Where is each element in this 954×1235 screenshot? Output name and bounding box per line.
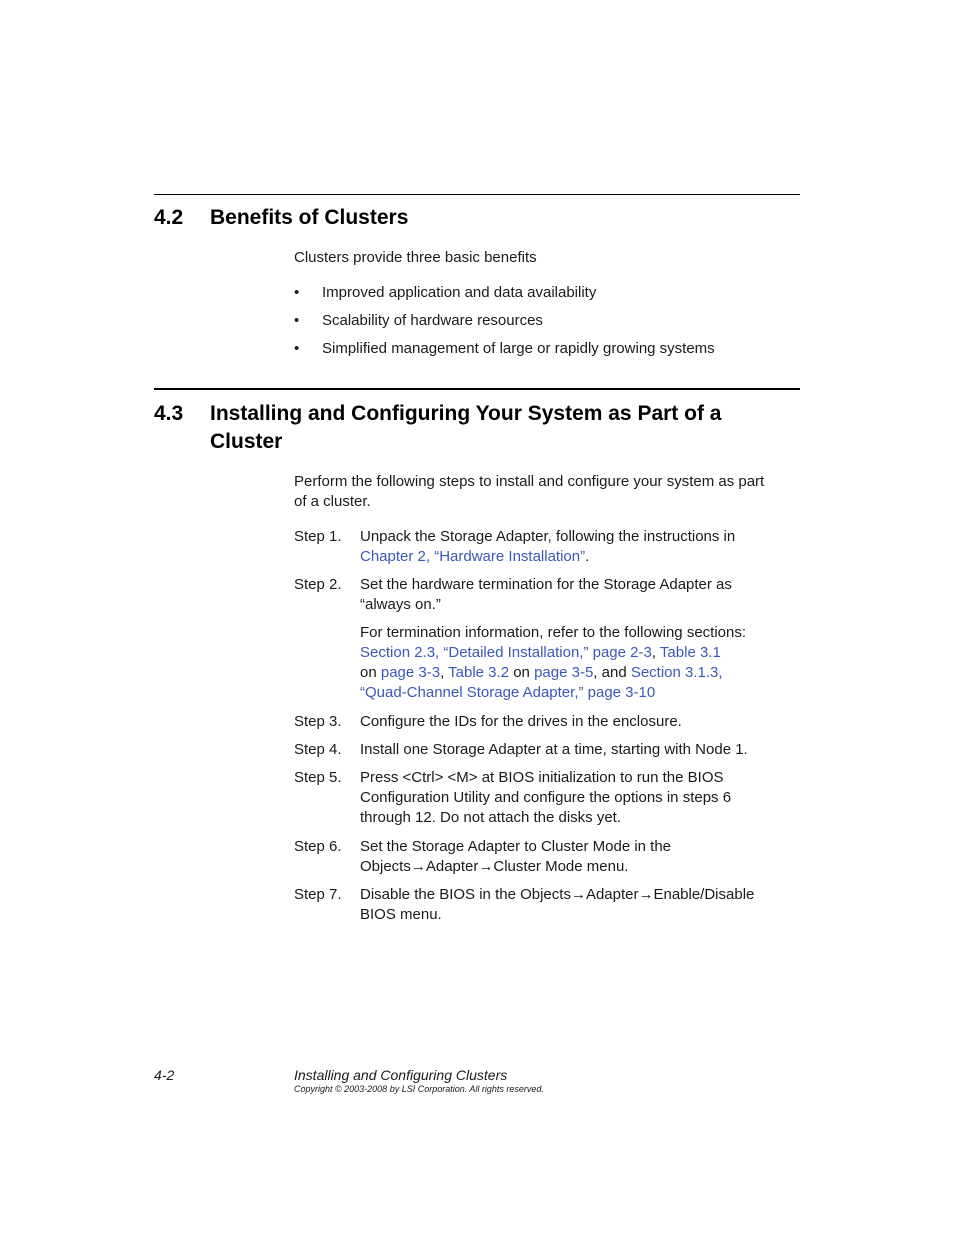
section-title: Benefits of Clusters xyxy=(210,206,409,229)
paragraph-intro-4-3 xyxy=(294,472,800,512)
step-label: Step 3. xyxy=(294,713,342,730)
bullet-text: Improved application and data availability xyxy=(322,284,597,301)
section-2-3-link[interactable]: Section 2.3, “Detailed Installation,” page 2-3 xyxy=(360,644,652,661)
punctuation: . xyxy=(585,548,590,565)
section-rule-4-3 xyxy=(154,388,800,390)
step-text xyxy=(360,885,800,925)
section-number: 4.3 xyxy=(154,402,184,425)
step-label: Step 4. xyxy=(294,741,342,758)
step-line: Install one Storage Adapter at a time, starting with Node 1. xyxy=(360,741,748,758)
bullet-icon: • xyxy=(294,340,300,357)
step-text xyxy=(360,740,800,760)
step-line: “always on.” xyxy=(360,596,441,613)
bullet-icon: • xyxy=(294,284,300,301)
step-text xyxy=(360,527,800,567)
page-3-3-link[interactable]: page 3-3 xyxy=(380,664,441,681)
step-text xyxy=(360,575,800,615)
connector: , and xyxy=(593,664,631,681)
bullet-text: Simplified management of large or rapidly growing systems xyxy=(322,340,715,357)
note-line xyxy=(360,643,800,663)
quad-channel-link[interactable]: “Quad-Channel Storage Adapter,” page 3-10 xyxy=(360,684,656,701)
note-line xyxy=(360,663,800,683)
step-text xyxy=(360,712,800,732)
separator: , xyxy=(651,644,660,661)
intro-line: of a cluster. xyxy=(294,493,371,510)
separator: , xyxy=(440,664,449,681)
step-line: Set the hardware termination for the Storage Adapter as xyxy=(360,576,732,593)
section-3-1-3-link[interactable]: Section 3.1.3, xyxy=(630,664,723,681)
step-line: through 12. Do not attach the disks yet. xyxy=(360,809,621,826)
paragraph-intro-4-2: Clusters provide three basic benefits xyxy=(294,249,537,266)
step-text xyxy=(360,837,800,877)
chapter-2-link[interactable]: Chapter 2, “Hardware Installation” xyxy=(360,548,586,565)
page-number: 4-2 xyxy=(154,1067,175,1083)
page-3-5-link[interactable]: page 3-5 xyxy=(534,664,594,681)
table-3-2-link[interactable]: Table 3.2 xyxy=(448,664,510,681)
footer-chapter-title: Installing and Configuring Clusters xyxy=(294,1067,508,1083)
note-line xyxy=(360,683,800,703)
connector: on xyxy=(509,664,535,681)
bullet-icon: • xyxy=(294,312,300,329)
step-line: Press <Ctrl> <M> at BIOS initialization to run the BIOS xyxy=(360,769,724,786)
step-line xyxy=(360,547,800,567)
step-label: Step 5. xyxy=(294,769,342,786)
step-line: Unpack the Storage Adapter, following the instructions in xyxy=(360,528,736,545)
step-line: Configuration Utility and configure the options in steps 6 xyxy=(360,789,732,806)
footer-copyright: Copyright © 2003-2008 by LSI Corporation. All rights reserved. xyxy=(294,1084,544,1094)
connector: on xyxy=(360,664,381,681)
step-line: Objects→Adapter→Cluster Mode menu. xyxy=(360,858,629,875)
step-text xyxy=(360,768,800,828)
section-title-line-2: Cluster xyxy=(210,430,283,453)
step-line: Disable the BIOS in the Objects→Adapter→Enable/Disable xyxy=(360,886,755,903)
bullet-text: Scalability of hardware resources xyxy=(322,312,543,329)
step-line: BIOS menu. xyxy=(360,906,442,923)
step-label: Step 6. xyxy=(294,838,342,855)
step-label: Step 1. xyxy=(294,528,342,545)
table-3-1-link[interactable]: Table 3.1 xyxy=(659,644,721,661)
note-text xyxy=(360,623,800,703)
note-line: For termination information, refer to the following sections: xyxy=(360,624,747,641)
step-line: Configure the IDs for the drives in the enclosure. xyxy=(360,713,682,730)
step-label: Step 2. xyxy=(294,576,342,593)
section-rule-4-2 xyxy=(154,194,800,195)
step-line: Set the Storage Adapter to Cluster Mode in the xyxy=(360,838,672,855)
section-number: 4.2 xyxy=(154,206,184,229)
intro-line: Perform the following steps to install and configure your system as part xyxy=(294,473,765,490)
section-title-line-1: Installing and Configuring Your System as Part of a xyxy=(210,402,722,425)
step-label: Step 7. xyxy=(294,886,342,903)
